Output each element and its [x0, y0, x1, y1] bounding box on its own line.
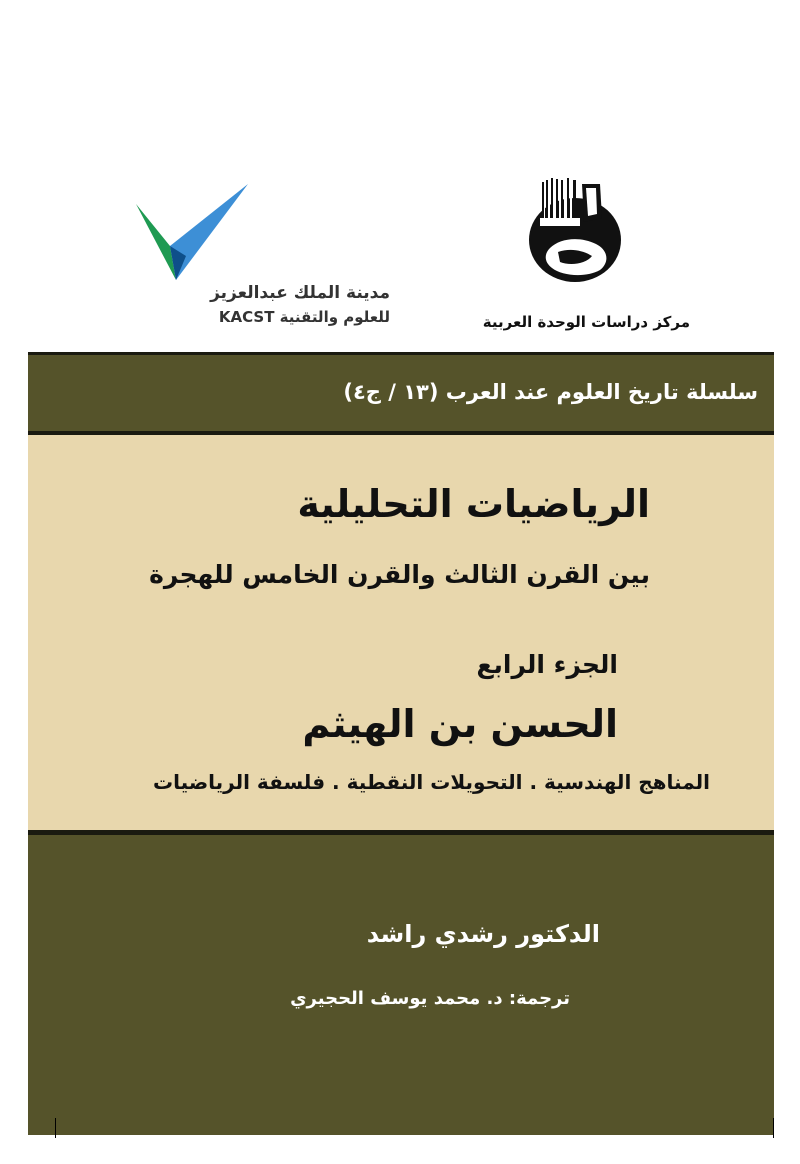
crop-mark-right — [773, 1118, 774, 1138]
kacst-name-line2: للعلوم والتقنية KACST — [218, 308, 390, 326]
author-name: الدكتور رشدي راشد — [366, 920, 600, 948]
kacst-checkmark-logo-icon — [136, 184, 248, 284]
kacst-name-line1: مدينة الملك عبدالعزيز — [210, 283, 390, 303]
subject-name: الحسن بن الهيثم — [302, 702, 618, 746]
volume-part-label: الجزء الرابع — [476, 650, 618, 679]
crop-mark-left — [55, 1118, 56, 1138]
book-subtitle: بين القرن الثالث والقرن الخامس للهجرة — [149, 560, 650, 589]
book-title: الرياضيات التحليلية — [297, 482, 650, 526]
series-band-top-border — [28, 352, 774, 355]
centre-arab-unity-emblem-icon — [520, 178, 630, 288]
caus-name: مركز دراسات الوحدة العربية — [482, 313, 690, 331]
translator-name: ترجمة: د. محمد يوسف الحجيري — [290, 988, 570, 1009]
series-title: سلسلة تاريخ العلوم عند العرب (١٣ / ج٤) — [343, 380, 758, 404]
book-topics: المناهج الهندسية . التحويلات النقطية . فلسفة الرياضيات — [153, 770, 710, 794]
author-band — [28, 835, 774, 1135]
